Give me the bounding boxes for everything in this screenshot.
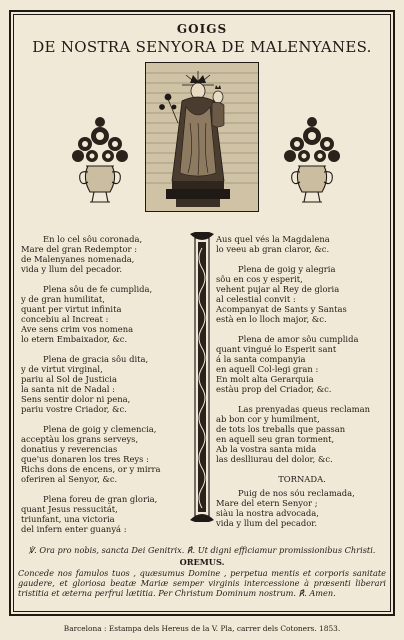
prayer-block: [18, 545, 386, 598]
verse-line: quant per virtut infinita: [21, 304, 122, 314]
verse-line: vehent pujar al Rey de gloria: [216, 284, 340, 294]
verse-line: Richs dons de encens, or y mirra: [21, 464, 161, 474]
verse-line: Ave sens crim vos nomena: [21, 324, 134, 334]
verse-line: Plena de goig y clemencia,: [43, 424, 157, 434]
stanza-8: [216, 404, 388, 464]
printer-imprint: Barcelona : Estampa dels Hereus de la V. Pla, carrer dels Cotoners. 1853.: [63, 624, 341, 633]
verse-line: que'us donaren los tres Reys :: [21, 454, 149, 464]
verse-line: Ab la vostra santa mida: [216, 444, 317, 454]
verse-line: en aquell Col-legi gran :: [216, 364, 319, 374]
verse-line: Plena de gracia sôu dita,: [43, 354, 149, 364]
verse-line: quant Jesus ressucitát,: [21, 504, 118, 514]
title-main: DE NOSTRA SENYORA DE MALENYANES.: [32, 38, 372, 56]
verse-line: pariu al Sol de Justicia: [21, 374, 117, 384]
madonna-engraving: [145, 62, 259, 212]
verse-line: de Malenyanes nomenada,: [21, 254, 135, 264]
stanza-5-cont: [216, 234, 388, 254]
verse-line: estàu prop del Criador, &c.: [216, 384, 332, 394]
verse-line: lo veeu ab gran claror, &c.: [216, 244, 330, 254]
verse-line: triunfant, una victoria: [21, 514, 115, 524]
oremus-heading: OREMUS.: [179, 557, 225, 567]
verse-line: Mare del etern Senyor ;: [216, 498, 318, 508]
verse-line: y de gran humilitat,: [21, 294, 105, 304]
prayer-text: Concede nos famulos tuos , quæsumus Domine , perpetua mentis et corporis sanitate gaudere, et gloriosa beatæ Mariæ semper virginis intercessione à præsenti liberari tristitia et æterna perfrui lætitia. Per Christum Dominum nostrum. ℟. Amen.: [18, 568, 386, 598]
verse-line: Mare del gran Redemptor :: [21, 244, 138, 254]
verse-line: Sens sentir dolor ni pena,: [21, 394, 131, 404]
stanza-2: [21, 284, 185, 344]
verse-line: las deslliurau del dolor, &c.: [216, 454, 333, 464]
versicle: ℣. Ora pro nobis, sancta Dei Genitrix. ℟. Ut digni efficiamur promissionibus Christi.: [28, 545, 376, 555]
stanza-5: [21, 494, 185, 534]
verse-line: vida y llum del pecador.: [216, 518, 317, 528]
stanza-6: [216, 264, 388, 324]
title-goigs: GOIGS: [176, 22, 228, 36]
verse-line: Plena de goig y alegria: [238, 264, 336, 274]
verse-line: sôu en cos y esperit,: [216, 274, 303, 284]
verse-line: Acompanyat de Sants y Santas: [216, 304, 347, 314]
verse-line: En molt alta Gerarquia: [216, 374, 314, 384]
flower-vase-right-icon: [272, 108, 352, 208]
verse-line: siàu la nostra advocada,: [216, 508, 319, 518]
verse-line: Aus quel vés la Magdalena: [216, 234, 330, 244]
verse-line: del infern enter guanyá :: [21, 524, 127, 534]
verse-line: á la santa companyia: [216, 354, 306, 364]
verse-line: en aquell seu gran torment,: [216, 434, 335, 444]
verse-line: Puig de nos sóu reclamada,: [238, 488, 355, 498]
verse-line: concebiu al Increat :: [21, 314, 109, 324]
verses-left-column: [21, 234, 185, 544]
verse-line: lo etern Embaixador, &c.: [21, 334, 128, 344]
verse-line: Plena de amor sôu cumplida: [238, 334, 359, 344]
verse-line: quant vingué lo Esperit sant: [216, 344, 337, 354]
verse-line: vida y llum del pecador.: [21, 264, 122, 274]
verse-line: Plena foreu de gran gloria,: [43, 494, 158, 504]
verse-line: Plena sôu de fe cumplida,: [43, 284, 153, 294]
verse-line: acceptàu los grans serveys,: [21, 434, 139, 444]
verse-line: En lo cel sôu coronada,: [43, 234, 143, 244]
verse-line: ab bon cor y humilment,: [216, 414, 320, 424]
verses-right-column: [216, 234, 388, 538]
verse-line: de tots los treballs que passan: [216, 424, 346, 434]
verse-line: oferiren al Senyor, &c.: [21, 474, 118, 484]
verse-line: al celestial convit :: [216, 294, 296, 304]
verse-line: donatius y reverencias: [21, 444, 118, 454]
stanza-1: [21, 234, 185, 274]
verse-line: y de virtut virginal,: [21, 364, 103, 374]
stanza-4: [21, 424, 185, 484]
madonna-icon: [146, 63, 258, 211]
verse-line: està en lo lloch major, &c.: [216, 314, 327, 324]
stanza-3: [21, 354, 185, 414]
verse-line: pariu vostre Criador, &c.: [21, 404, 127, 414]
tornada-heading: TORNADA.: [278, 474, 326, 484]
verse-line: Las prenyadas queus reclaman: [238, 404, 370, 414]
flower-vase-left-icon: [60, 108, 140, 208]
verse-line: la santa nit de Nadal :: [21, 384, 115, 394]
tornada: [216, 474, 388, 528]
stanza-7: [216, 334, 388, 394]
